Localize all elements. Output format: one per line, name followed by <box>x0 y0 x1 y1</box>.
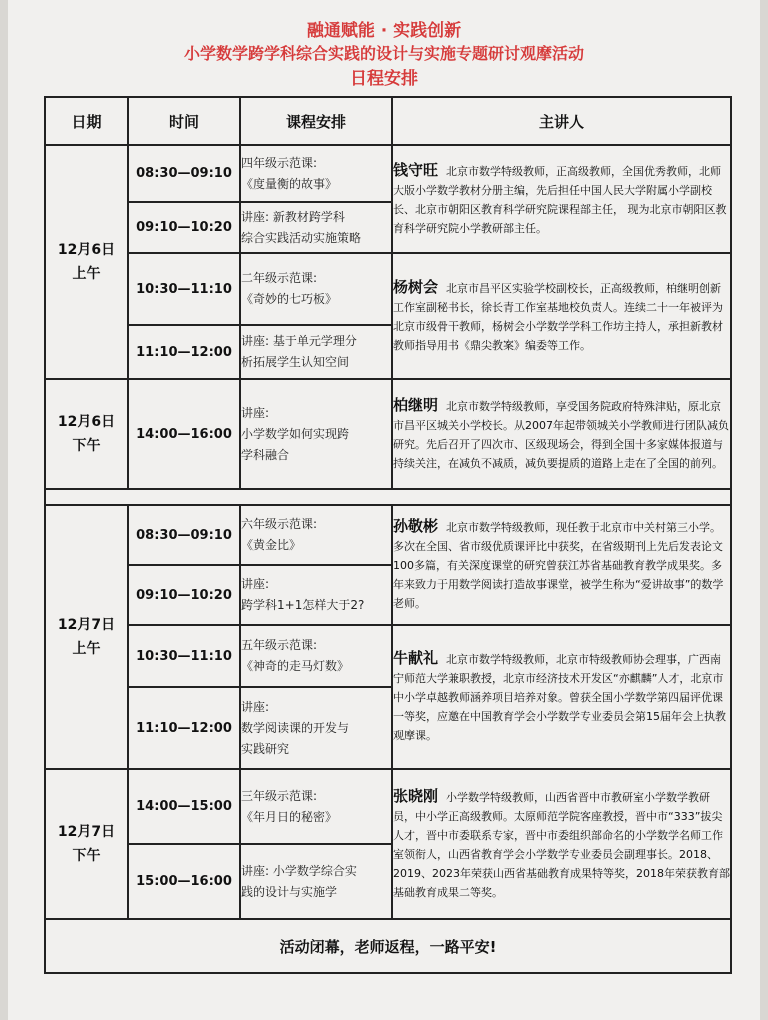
date-label: 12月6日 <box>57 414 116 430</box>
col-header-course: 课程安排 <box>240 97 392 145</box>
period-label: 下午 <box>72 438 101 454</box>
table-row <box>45 145 731 202</box>
period-label: 上午 <box>72 266 101 282</box>
course-line: 小学数学如何实现跨 <box>241 426 350 441</box>
closing-message: 活动闭幕，老师返程，一路平安! <box>45 919 731 973</box>
time-cell: 09:10—10:20 <box>128 202 240 253</box>
speaker-cell <box>392 625 731 769</box>
date-cell <box>45 505 128 769</box>
time-cell: 15:00—16:00 <box>128 844 240 919</box>
course-cell <box>240 145 392 202</box>
course-line: 《黄金比》 <box>241 538 302 552</box>
col-header-date: 日期 <box>45 97 128 145</box>
speaker-name: 杨树会 <box>393 277 439 296</box>
speaker-bio: 北京市数学特级教师，现任教于北京市中关村第三小学。多次在全国、省市级优质课评比中获奖，在省级期刊上先后发表论文100多篇，有关深度课堂的研究曾获江苏省基础教育教学成果奖。多年来致力于用数学阅读打造故事课堂，被学生称为“爱讲故事”的数学老师。 <box>393 521 724 610</box>
speaker-bio: 北京市昌平区实验学校副校长，正高级教师，柏继明创新工作室副秘书长，徐长青工作室基地校负责人。连续二十一年被评为北京市级骨干教师，杨树会小学数学学科工作坊主持人，承担新教材教师指导用书《鼎尖教案》编委等工作。 <box>393 281 723 352</box>
time-cell: 10:30—11:10 <box>128 625 240 687</box>
course-line: 讲座: <box>241 699 270 714</box>
speaker-bio: 北京市数学特级教师，北京市特级教师协会理事，广西南宁师范大学兼职教授，北京市经济技术开发区“亦麒麟”人才，北京市中小学卓越教师涵养项目培养对象。曾获全国小学数学第四届评优课一等奖，应邀在中国教育学会小学数学专业委员会第15届年会上执教观摩课。 <box>393 653 726 742</box>
table-row <box>45 625 731 687</box>
time-cell: 11:10—12:00 <box>128 687 240 769</box>
table-row <box>45 505 731 565</box>
course-cell <box>240 844 392 919</box>
date-cell <box>45 145 128 379</box>
speaker-bio: 北京市数学特级教师，正高级教师，全国优秀教师，北师大版小学数学教材分册主编，先后担任中国人民大学附属小学副校长、北京市朝阳区教育科学研究院课程部主任， 现为北京市朝阳区教育科学研究院小学教研部主任。 <box>393 164 727 235</box>
time-cell: 14:00—15:00 <box>128 769 240 844</box>
time-cell: 11:10—12:00 <box>128 325 240 379</box>
event-slogan: 融通赋能 · 实践创新 <box>306 21 462 41</box>
course-cell <box>240 379 392 489</box>
course-cell <box>240 625 392 687</box>
course-line: 二年级示范课: <box>241 271 318 285</box>
speaker-name: 张晓刚 <box>393 786 439 805</box>
time-cell: 10:30—11:10 <box>128 253 240 325</box>
course-cell <box>240 202 392 253</box>
course-line: 《奇妙的七巧板》 <box>241 292 338 306</box>
course-line: 四年级示范课: <box>241 155 318 170</box>
course-line: 《度量衡的故事》 <box>241 176 338 191</box>
course-line: 跨学科1+1怎样大于2? <box>241 598 365 612</box>
course-line: 三年级示范课: <box>241 788 318 803</box>
footer-row <box>45 919 731 973</box>
table-row <box>45 769 731 844</box>
speaker-name: 牛献礼 <box>393 649 439 667</box>
course-line: 五年级示范课: <box>241 638 318 652</box>
date-label: 12月7日 <box>57 617 116 633</box>
course-line: 数学阅读课的开发与 <box>241 720 350 735</box>
speaker-bio: 北京市数学特级教师，享受国务院政府特殊津贴，原北京市昌平区城关小学校长。从2007年起带领城关小学教师进行团队减负研究。先后召开了四次市、区级现场会，得到全国十多家媒体报道与持续关注，在减负不减质，减负要提质的道路上走在了全国的前列。 <box>393 399 729 470</box>
col-header-speaker: 主讲人 <box>392 97 731 145</box>
speaker-cell <box>392 505 731 625</box>
date-cell <box>45 379 128 489</box>
course-line: 讲座: 新教材跨学科 <box>241 209 345 224</box>
course-line: 讲座: 基于单元学理分 <box>241 334 357 348</box>
speaker-cell <box>392 379 731 489</box>
period-label: 下午 <box>72 848 101 864</box>
col-header-time: 时间 <box>128 97 240 145</box>
course-line: 学科融合 <box>241 447 290 462</box>
course-line: 讲座: <box>241 405 270 420</box>
course-cell <box>240 253 392 325</box>
event-title: 小学数学跨学科综合实践的设计与实施专题研讨观摩活动 <box>183 44 584 63</box>
speaker-cell <box>392 769 731 919</box>
schedule-title: 日程安排 <box>350 69 418 89</box>
course-line: 析拓展学生认知空间 <box>241 355 350 369</box>
course-line: 《神奇的走马灯数》 <box>241 659 350 673</box>
course-cell <box>240 769 392 844</box>
course-line: 实践研究 <box>241 741 290 756</box>
course-line: 讲座: 小学数学综合实 <box>241 863 357 878</box>
date-cell <box>45 769 128 919</box>
separator-row <box>45 489 731 505</box>
course-line: 综合实践活动实施策略 <box>241 230 362 245</box>
date-label: 12月6日 <box>57 242 116 258</box>
course-cell <box>240 505 392 565</box>
course-line: 践的设计与实施学 <box>241 884 338 899</box>
course-line: 讲座: <box>241 577 270 591</box>
table-row <box>45 253 731 325</box>
speaker-cell <box>392 253 731 379</box>
course-cell <box>240 565 392 625</box>
speaker-name: 柏继明 <box>393 395 439 414</box>
course-line: 六年级示范课: <box>241 517 318 531</box>
time-cell: 09:10—10:20 <box>128 565 240 625</box>
course-line: 《年月日的秘密》 <box>241 809 338 824</box>
speaker-name: 孙敬彬 <box>393 517 439 535</box>
schedule-table <box>44 96 732 974</box>
time-cell: 08:30—09:10 <box>128 145 240 202</box>
separator-cell <box>45 489 731 505</box>
table-row <box>45 379 731 489</box>
table-header-row <box>45 97 731 145</box>
course-cell <box>240 687 392 769</box>
course-cell <box>240 325 392 379</box>
speaker-name: 钱守旺 <box>393 160 439 179</box>
date-label: 12月7日 <box>57 824 116 840</box>
period-label: 上午 <box>72 641 101 657</box>
time-cell: 14:00—16:00 <box>128 379 240 489</box>
schedule-sheet <box>8 0 760 1020</box>
time-cell: 08:30—09:10 <box>128 505 240 565</box>
speaker-bio: 小学数学特级教师，山西省晋中市教研室小学数学教研员，中小学正高级教师。太原师范学院客座教授，晋中市“333”拔尖人才，晋中市委联系专家，晋中市委组织部命名的小学数学名师工作室领衔人，山西省教育学会小学数学专业委员会副理事长。2018、2019、2023年荣获山西省基础教育成果特等奖，2018年荣获教育部基础教育成果二等奖。 <box>393 790 730 899</box>
speaker-cell <box>392 145 731 253</box>
